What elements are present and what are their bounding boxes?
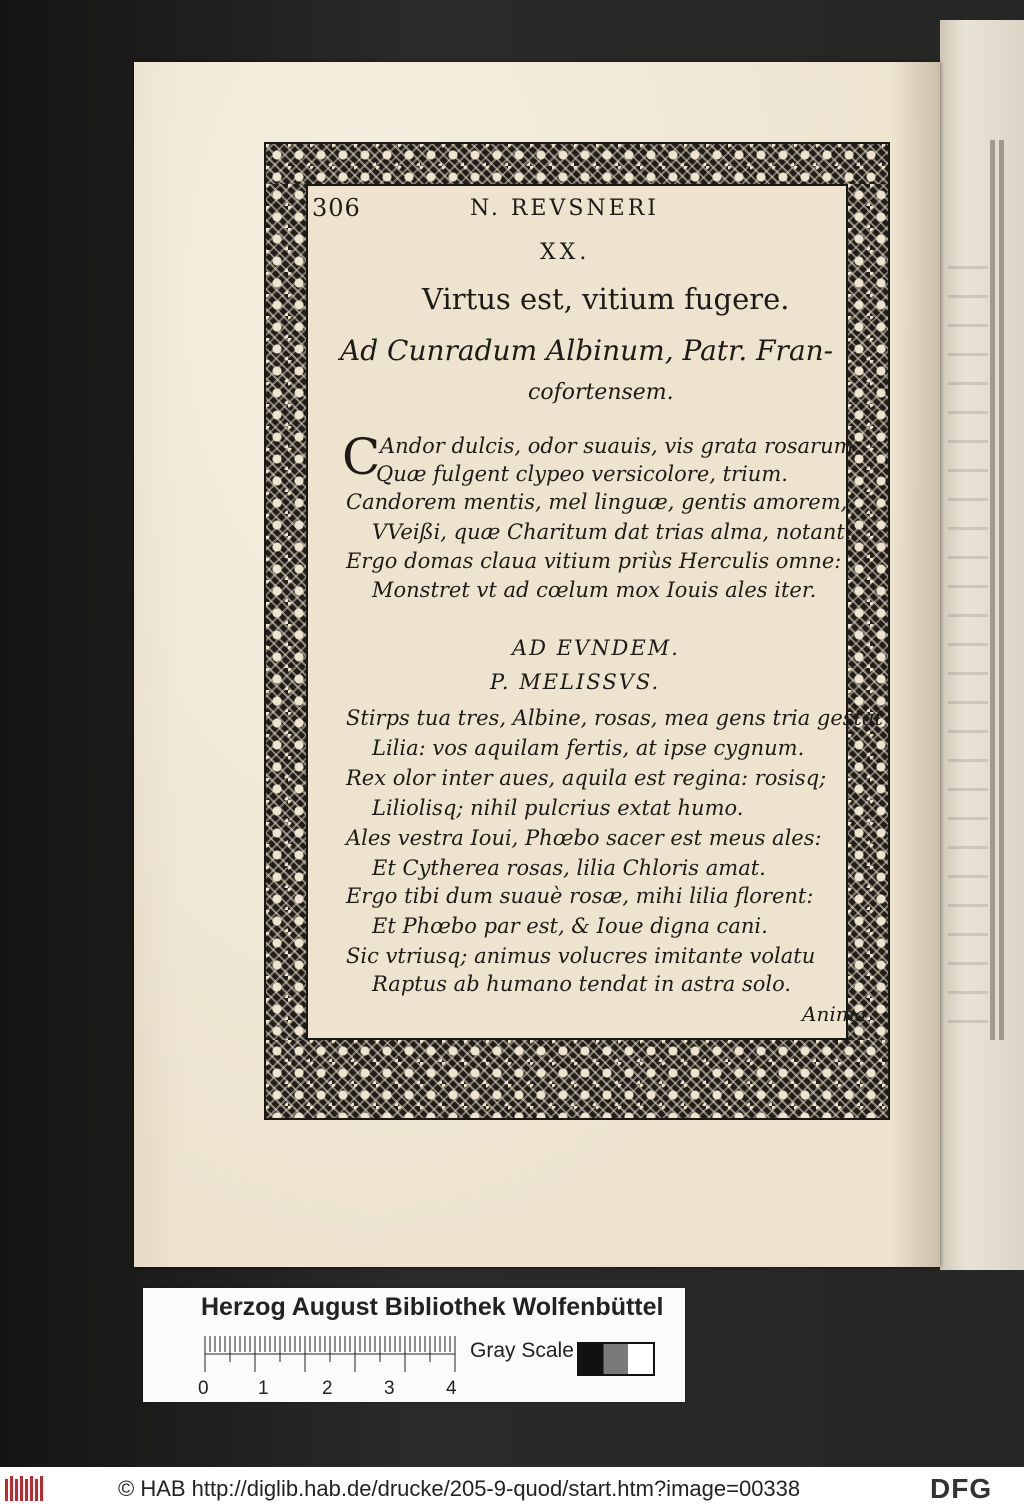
ruler-number: 3 — [384, 1378, 395, 1399]
verse-line: Liliolisq; nihil pulcrius extat humo. — [372, 796, 744, 820]
poem-title: Virtus est, vitium fugere. — [422, 282, 790, 316]
verse-line: Raptus ab humano tendat in astra solo. — [372, 972, 792, 996]
dfg-logo: DFG — [930, 1473, 993, 1504]
ruler-number: 2 — [322, 1378, 333, 1399]
verse-line: VVeißi, quæ Charitum dat trias alma, notant. — [372, 520, 852, 544]
catchword: Anima — [802, 1002, 867, 1026]
library-name: Herzog August Bibliothek Wolfenbüttel — [201, 1293, 664, 1321]
running-head: N. REVSNERI — [470, 196, 659, 221]
dedication-line-2: cofortensem. — [528, 380, 674, 405]
gray-scale-swatch — [577, 1342, 655, 1376]
adjacent-page-text — [948, 240, 988, 1040]
ruler-number: 1 — [258, 1378, 269, 1399]
subheading-ad-eundem: AD EVNDEM. — [512, 636, 680, 660]
ornament-band-right — [848, 184, 888, 1040]
verse-line: Ergo domas claua vitium priùs Herculis omne: — [346, 549, 842, 573]
verse-line: Candorem mentis, mel linguæ, gentis amorem, — [346, 490, 848, 514]
verse-line: Ales vestra Ioui, Phœbo sacer est meus ales: — [346, 826, 822, 850]
drop-cap: C — [342, 428, 381, 486]
ornament-band-bottom — [266, 1040, 888, 1118]
hab-logo-icon — [4, 1473, 44, 1505]
verse-line: Andor dulcis, odor suauis, vis grata rosarum, — [380, 434, 861, 458]
copyright-link[interactable]: © HAB http://diglib.hab.de/drucke/205-9-quod/start.htm?image=00338 — [118, 1476, 801, 1501]
verse-line: Ergo tibi dum suauè rosæ, mihi lilia florent: — [346, 884, 814, 908]
page-number: 306 — [312, 194, 361, 222]
ornament-band-left — [266, 184, 306, 1040]
verse-line: Et Phœbo par est, & Ioue digna cani. — [372, 914, 768, 938]
adjacent-page-border — [990, 140, 1024, 1040]
verse-line: Rex olor inter aues, aquila est regina: rosisq; — [346, 766, 827, 790]
gray-scale-label: Gray Scale — [470, 1339, 574, 1362]
verse-line: Lilia: vos aquilam fertis, at ipse cygnum. — [372, 736, 805, 760]
verse-line: Monstret vt ad cœlum mox Iouis ales iter. — [372, 578, 817, 602]
ornament-band-top — [266, 144, 888, 184]
section-number: XX. — [540, 240, 591, 265]
verse-line: Quæ fulgent clypeo versicolore, trium. — [376, 462, 788, 486]
dedication-line-1: Ad Cunradum Albinum, Patr. Fran- — [340, 334, 834, 367]
verse-line: Sic vtriusq; animus volucres imitante volatu — [346, 944, 816, 968]
ruler-number: 4 — [446, 1378, 457, 1399]
verse-line: Et Cytherea rosas, lilia Chloris amat. — [372, 856, 766, 880]
ruler-number: 0 — [198, 1378, 209, 1399]
verse-line: Stirps tua tres, Albine, rosas, mea gens tria gestat — [346, 706, 883, 730]
subheading-author: P. MELISSVS. — [490, 670, 661, 694]
scale-ruler — [203, 1336, 460, 1372]
